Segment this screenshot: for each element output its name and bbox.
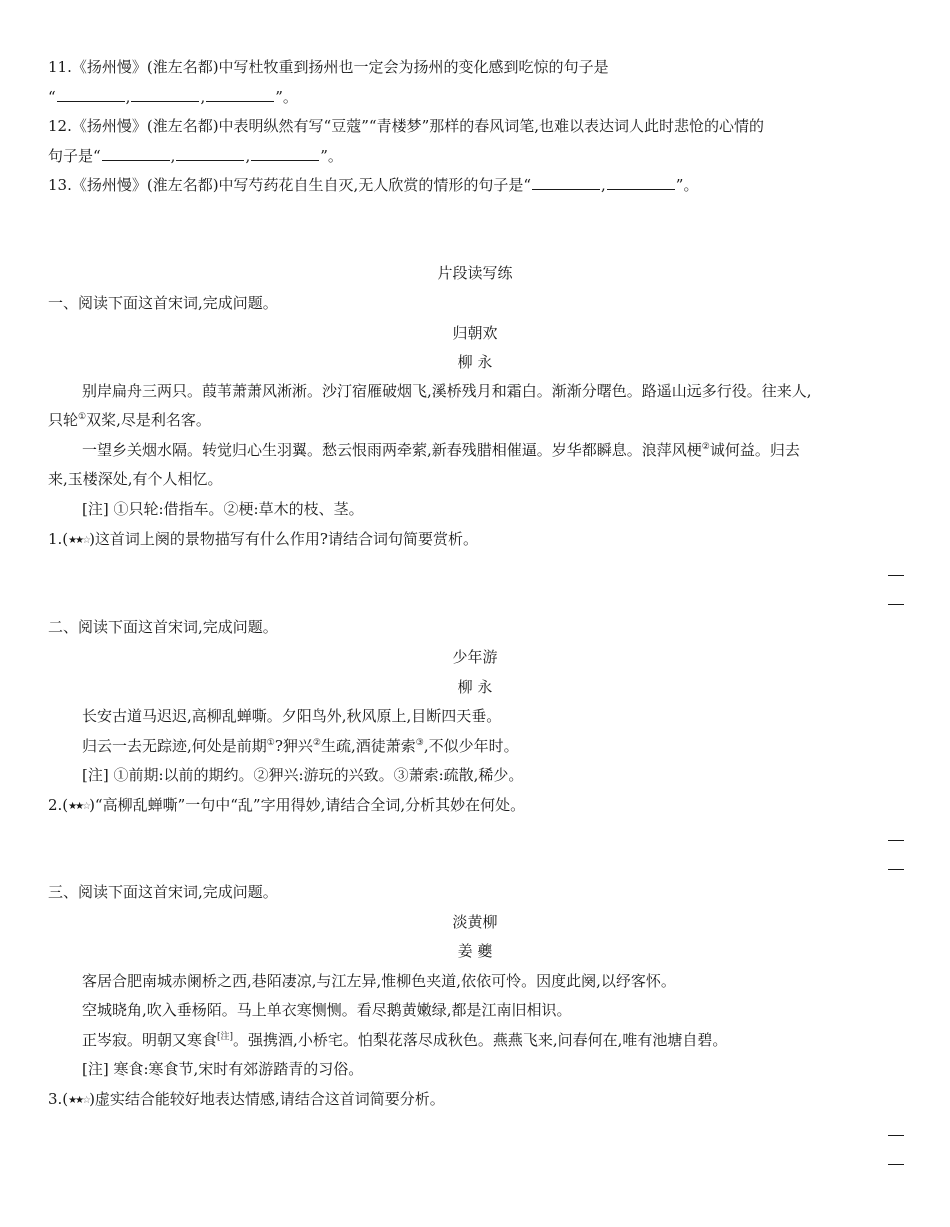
footnote-mark: ① (266, 738, 275, 748)
quote-open: “ (48, 88, 56, 106)
poem-line: 归云一去无踪迹,何处是前期①?狎兴②生疏,酒徒萧索③,不似少年时。 (82, 737, 519, 755)
answer-blank[interactable] (206, 87, 274, 102)
poem-line: 别岸扁舟三两只。葭苇萧萧风淅淅。沙汀宿雁破烟飞,溪桥残月和霜白。渐渐分曙色。路遥山远多行役。往来人, (82, 382, 812, 400)
footnote-mark: ② (701, 442, 710, 452)
difficulty-stars-icon: ★★☆ (68, 535, 90, 546)
question-12-answer: 句子是“ , , ”。 (48, 147, 343, 165)
question-11 (48, 56, 910, 78)
answer-line[interactable] (888, 1164, 904, 1165)
question-3: 3.(★★☆)虚实结合能较好地表达情感,请结合这首词简要分析。 (48, 1088, 910, 1112)
answer-blank[interactable] (176, 146, 244, 161)
poem-title: 淡黄柳 (452, 913, 498, 931)
q13-text: 13.《扬州慢》(淮左名都)中写芍药花自生自灭,无人欣赏的情形的句子是“ (48, 176, 531, 194)
poem-line: 只轮①双桨,尽是利名客。 (48, 411, 211, 429)
poem-line: 来,玉楼深处,有个人相忆。 (48, 470, 223, 488)
question-12 (48, 115, 910, 137)
poem-author: 柳 永 (457, 678, 493, 696)
difficulty-stars-icon: ★★☆ (68, 801, 90, 812)
part2-heading: 二、阅读下面这首宋词,完成问题。 (48, 618, 278, 636)
answer-blank[interactable] (131, 87, 199, 102)
answer-line[interactable] (888, 1135, 904, 1136)
poem-line: 长安古道马迟迟,高柳乱蝉嘶。夕阳鸟外,秋风原上,目断四天垂。 (82, 707, 502, 725)
q12-text: 12.《扬州慢》(淮左名都)中表明纵然有写“豆蔻”“青楼梦”那样的春风词笔,也难以表达词人此时悲怆的心情的 (48, 117, 765, 135)
answer-line[interactable] (888, 869, 904, 870)
answer-line[interactable] (888, 604, 904, 605)
part3-heading: 三、阅读下面这首宋词,完成问题。 (48, 883, 278, 901)
question-11-answer: “ , , ”。 (48, 88, 298, 106)
poem-line: 空城晓角,吹入垂杨陌。马上单衣寒恻恻。看尽鹅黄嫩绿,都是江南旧相识。 (82, 1001, 572, 1019)
quote-close: ”。 (275, 88, 298, 106)
answer-blank[interactable] (607, 175, 675, 190)
answer-blank[interactable] (532, 175, 600, 190)
answer-blank[interactable] (57, 87, 125, 102)
poem-title: 少年游 (452, 648, 498, 666)
question-13: 13.《扬州慢》(淮左名都)中写芍药花自生自灭,无人欣赏的情形的句子是“ , ”。 (48, 176, 699, 194)
poem-note: [注] ①前期:以前的期约。②狎兴:游玩的兴致。③萧索:疏散,稀少。 (82, 766, 524, 784)
difficulty-stars-icon: ★★☆ (68, 1095, 90, 1106)
footnote-mark: ② (312, 738, 321, 748)
part1-heading: 一、阅读下面这首宋词,完成问题。 (48, 294, 278, 312)
answer-line[interactable] (888, 575, 904, 576)
poem-line: 一望乡关烟水隔。转觉归心生羽翼。愁云恨雨两牵萦,新春残腊相催逼。岁华都瞬息。浪萍风梗②诚何益。归去 (82, 441, 800, 459)
poem-preface: 客居合肥南城赤阑桥之西,巷陌凄凉,与江左异,惟柳色夹道,依依可怜。因度此阕,以纾客怀。 (82, 972, 676, 990)
footnote-mark: ① (78, 412, 87, 422)
q11-text: 11.《扬州慢》(淮左名都)中写杜牧重到扬州也一定会为扬州的变化感到吃惊的句子是 (48, 58, 609, 76)
section-title: 片段读写练 (437, 264, 513, 282)
answer-blank[interactable] (251, 146, 319, 161)
question-2: 2.(★★☆)“高柳乱蝉嘶”一句中“乱”字用得妙,请结合全词,分析其妙在何处。 (48, 794, 910, 818)
footnote-mark: ③ (415, 738, 424, 748)
poem-title: 归朝欢 (452, 324, 498, 342)
footnote-mark: [注] (217, 1032, 234, 1042)
poem-line: 正岑寂。明朝又寒食[注]。强携酒,小桥宅。怕梨花落尽成秋色。燕燕飞来,问春何在,唯有池塘自碧。 (82, 1031, 728, 1049)
answer-blank[interactable] (102, 146, 170, 161)
answer-line[interactable] (888, 840, 904, 841)
poem-author: 姜 夔 (457, 942, 493, 960)
poem-author: 柳 永 (457, 353, 493, 371)
question-1: 1.(★★☆)这首词上阕的景物描写有什么作用?请结合词句简要赏析。 (48, 528, 910, 552)
poem-note: [注] ①只轮:借指车。②梗:草木的枝、茎。 (82, 500, 364, 518)
poem-note: [注] 寒食:寒食节,宋时有郊游踏青的习俗。 (82, 1060, 364, 1078)
